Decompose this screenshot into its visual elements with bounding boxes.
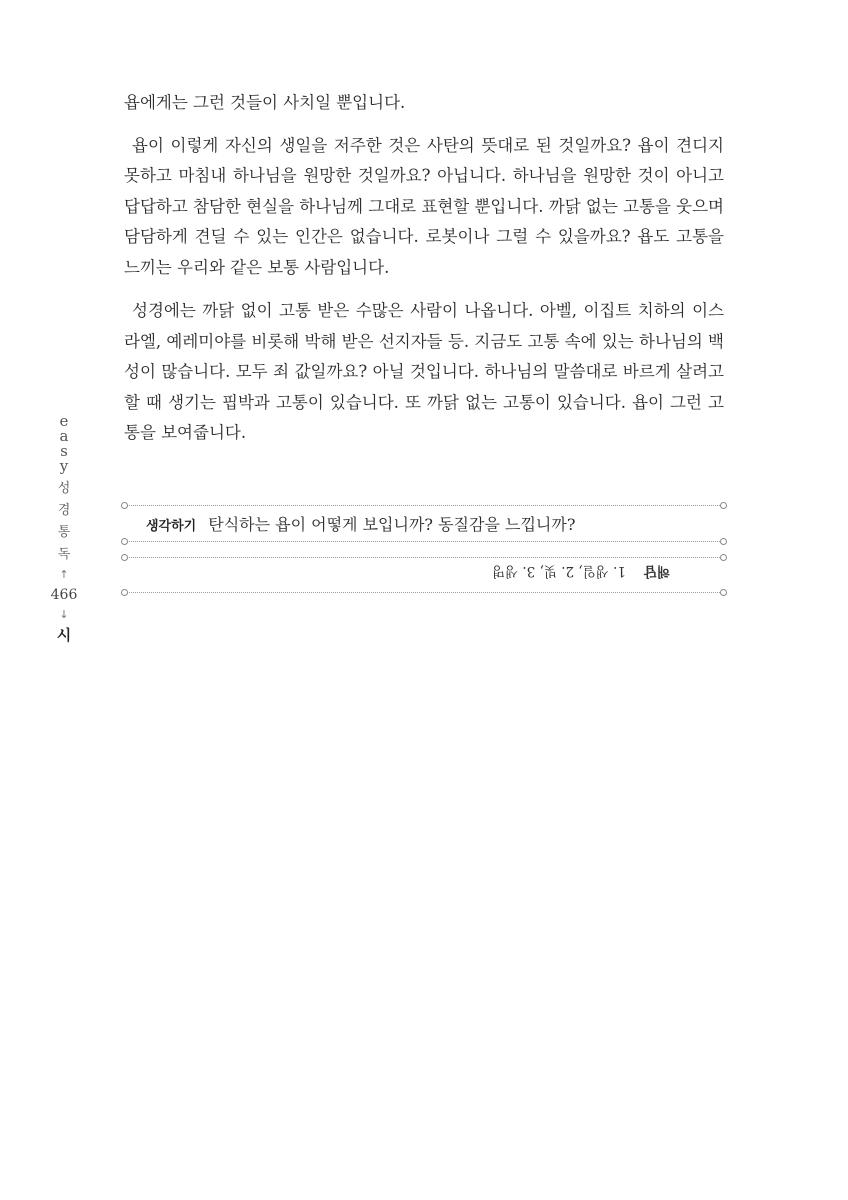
think-question: 탄식하는 욥이 어떻게 보입니까? 동질감을 느낍니까? [208, 515, 576, 534]
page-number: 466 [50, 587, 78, 603]
divider-answer-top [124, 557, 724, 558]
paragraph: 성경에는 까닭 없이 고통 받은 수많은 사람이 나옵니다. 아벨, 이집트 치하의 이스라엘, 예레미야를 비롯해 박해 받은 선지자들 등. 지금도 고통 속에 있는 하나님의 백성이 많습니다. 모두 죄 값일까요? 아닐 것입니다. 하나님의 말씀대로 바르게 살려고 할 때 생기는 핍박과 고통이 있습니다. 또 까닭 없는 고통이 있습니다. 욥이 그런 고통을 보여줍니다. [124, 301, 724, 442]
running-header [52, 414, 76, 646]
book-title-korean: 성 경 통 독 [57, 481, 71, 562]
body-text [124, 88, 724, 462]
section-name: 시 [56, 626, 72, 644]
arrow-down-icon: ↓ [59, 608, 69, 621]
divider-top [124, 505, 724, 506]
answer-label: 해답 [643, 563, 670, 579]
paragraph: 욥에게는 그런 것들이 사치일 뿐입니다. [124, 93, 406, 112]
divider-bottom [124, 592, 724, 593]
arrow-up-icon: ↑ [59, 568, 69, 581]
answer-key [480, 563, 670, 583]
divider-middle [124, 541, 724, 542]
book-title-latin: e a s y [59, 412, 69, 475]
answer-text: 1. 생일, 2. 빛, 3. 생명 [492, 563, 626, 579]
think-box [146, 512, 716, 535]
paragraph: 욥이 이렇게 자신의 생일을 저주한 것은 사탄의 뜻대로 된 것일까요? 욥이 견디지 못하고 마침내 하나님을 원망한 것일까요? 아닙니다. 하나님을 원망한 것이 아니고 답답하고 참담한 현실을 하나님께 그대로 표현할 뿐입니다. 까닭 없는 고통을 웃으며 담담하게 견딜 수 있는 인간은 없습니다. 로봇이나 그럴 수 있을까요? 욥도 고통을 느끼는 우리와 같은 보통 사람입니다. [124, 135, 724, 277]
think-label: 생각하기 [146, 519, 197, 534]
